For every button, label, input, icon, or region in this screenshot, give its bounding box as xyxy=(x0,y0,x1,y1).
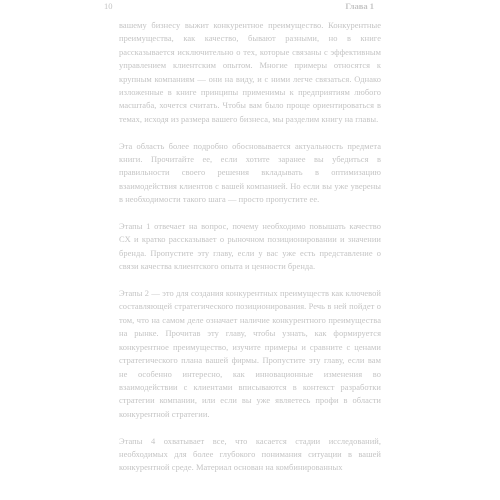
running-title: Глава 1 xyxy=(345,1,374,11)
paragraph: Этапы 4 охватывает все, что касается стадии исследований, необходимых для более глубокого понимания ситуации в вашей конкурентной среде. Материал основан на комбинированных xyxy=(119,435,381,473)
page-number: 10 xyxy=(104,1,113,11)
paragraph: Этапы 2 — это для создания конкурентных преимуществ как ключевой составляющей стратегического позиционирования. Речь в ней пойдет о том, что на самом деле означает наличие конкурентного преимущества на рынке. Прочитав эту главу, чтобы узнать, как формируется конкурентное преимущество, изучите примеры и сравните с ценами стратегического плана вашей фирмы. Пропустите эту главу, если вам не особенно интересно, как инновационные изменения во взаимодействии с клиентами вписываются в контекст разработки стратегии компании, или если вы уже являетесь профи в области конкурентной стратегии. xyxy=(119,288,381,419)
paragraph: Этапы 1 отвечает на вопрос, почему необходимо повышать качество CX и кратко рассказывает о рыночном позиционировании и значении бренда. Пропустите эту главу, если у вас уже есть представление о связи качества клиентского опыта и ценности бренда. xyxy=(119,221,381,272)
body-text xyxy=(119,19,381,475)
paragraph: вашему бизнесу выжит конкурентное преимущество. Конкурентные преимущества, как качество, бывают разными, но в книге рассказывается исключительно о тех, которые связаны с эффективным управлением клиентским опытом. Многие примеры относятся к крупным компаниям — они на виду, и с ними легче связаться. Однако изложенные в книге принципы применимы к предприятиям любого масштаба, хочется считать. Чтобы вам было проще ориентироваться в темах, исходя из размера вашего бизнеса, мы разделим книгу на главы. xyxy=(119,20,381,124)
paragraph: Эта область более подробно обосновывается актуальность предмета книги. Прочитайте ее, если хотите заранее вы убедиться в правильности своего решения вкладывать в оптимизацию взаимодействия клиентов с вашей компанией. Но если вы уже уверены в необходимости такого шага — просто пропустите ее. xyxy=(119,140,381,205)
running-head xyxy=(104,0,374,14)
